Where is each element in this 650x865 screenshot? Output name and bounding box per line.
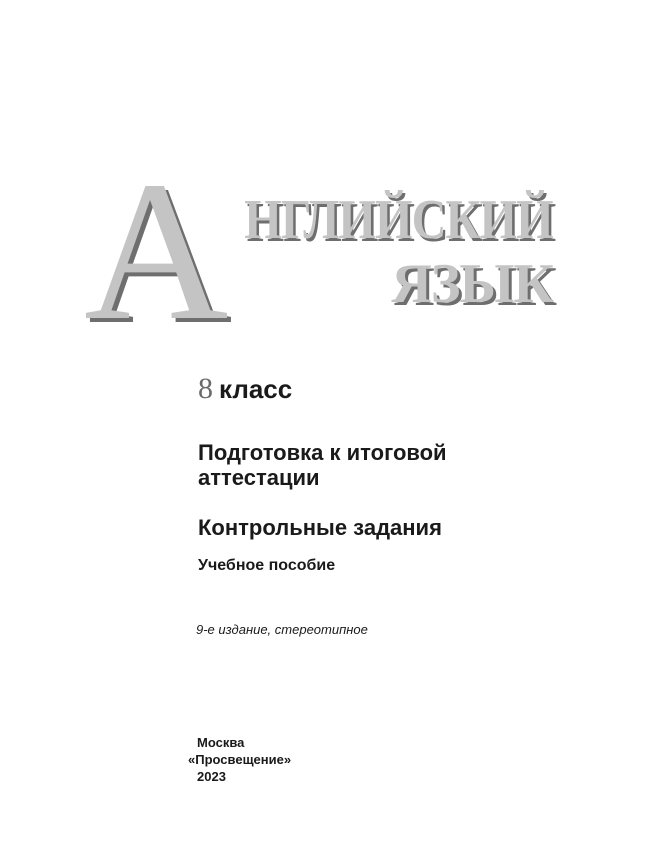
- title-initial-letter: А: [84, 141, 229, 362]
- publisher-name: «Просвещение»: [188, 752, 292, 767]
- book-kind: Учебное пособие: [198, 557, 336, 574]
- publisher-year: 2023: [197, 769, 226, 784]
- tasks-heading: Контрольные задания: [198, 515, 442, 540]
- subtitle: [198, 440, 447, 490]
- title-line-2: ЯЗЫК: [391, 253, 553, 315]
- title-line-1: НГЛИЙСКИЙ: [244, 189, 553, 251]
- grade-label: класс: [219, 374, 293, 404]
- grade: [198, 372, 292, 406]
- edition: 9-е издание, стереотипное: [196, 622, 368, 637]
- subtitle-line-2: аттестации: [198, 465, 320, 490]
- publisher-city: Москва: [197, 735, 245, 750]
- publisher-block: [188, 734, 291, 785]
- subtitle-line-1: Подготовка к итоговой: [198, 440, 447, 465]
- grade-number: 8: [198, 372, 213, 405]
